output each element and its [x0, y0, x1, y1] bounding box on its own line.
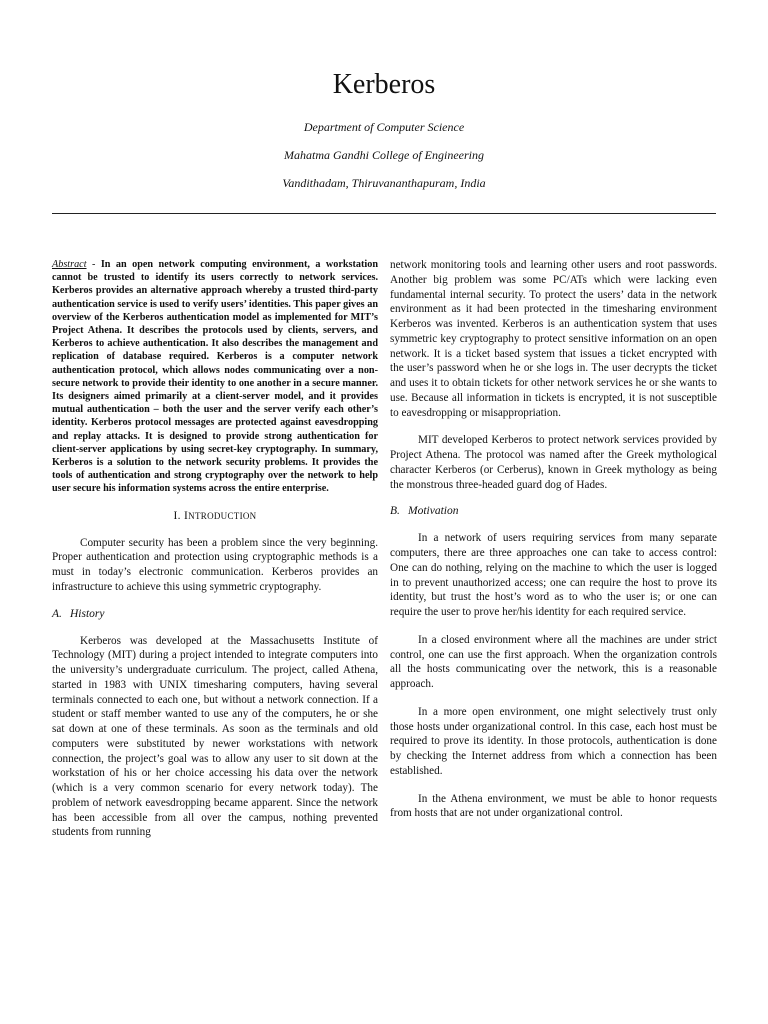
paper-title: Kerberos	[332, 69, 436, 100]
introduction-heading-initial: I	[184, 509, 189, 522]
motivation-heading-text: Motivation	[408, 505, 459, 518]
department-line: Department of Computer Science	[303, 120, 465, 134]
title-divider	[52, 213, 716, 214]
college-line: Mahatma Gandhi College of Engineering	[284, 148, 484, 162]
introduction-paragraph: Computer security has been a problem since the very beginning. Proper authentication and protection using cryptographic methods is a must in today’s electronic communication. Kerberos provides an infrastructure to achieve this using symmetric cryptography.	[52, 536, 378, 593]
motivation-paragraph-1: In a network of users requiring services from many separate computers, there are three approaches one can take to access control: One can do nothing, relying on the machine to which the user is logged in to prevent unauthorized access; one can require the host to prove its identity, but trust the host’s word as to who the user is; or one can require the user to prove her/his identity for each required service.	[390, 532, 717, 618]
motivation-letter: B.	[390, 505, 400, 518]
motivation-paragraph-2: In a closed environment where all the machines are under strict control, one can use the first approach. When the organization controls all the hosts communicating over the network, this is a reasonable approach.	[390, 633, 717, 690]
paragraph-gap	[390, 420, 717, 433]
right-column	[390, 258, 717, 821]
paragraph-gap	[390, 779, 717, 792]
introduction-heading	[52, 509, 378, 523]
history-continued-paragraph: network monitoring tools and learning other users and root passwords. Another big problem was some PC/ATs which were lacking even fundamental internal security. To protect the users’ data in the network environment as it had been protected in the timesharing environment Kerberos was invented. Kerberos is an authentication system that uses symmetric key cryptography to protect sensitive information on an open network. It is a ticket based system that issues a ticket encrypted with the user’s password when he or she logs in. The user decrypts the ticket and uses it to obtain tickets for other network services he or she wants to use. Because all information in tickets is encrypted, it is not susceptible to eavesdropping or misappropriation.	[390, 259, 717, 419]
history-heading	[52, 607, 378, 621]
abstract-dash: -	[86, 259, 101, 270]
abstract-label: Abstract	[52, 259, 87, 270]
paragraph-gap	[390, 692, 717, 705]
motivation-paragraph-3: In a more open environment, one might selectively trust only those hosts under organizational control. In this case, each host must be required to prove its identity. In those protocols, authentication is done by checking the Internet address from which a connection has been established.	[390, 705, 717, 777]
introduction-heading-rest: NTRODUCTION	[188, 510, 257, 521]
location-line: Vandithadam, Thiruvananthapuram, India	[282, 176, 486, 190]
history-heading-text: History	[70, 607, 105, 620]
motivation-paragraph-4: In the Athena environment, we must be able to honor requests from hosts that are not under organizational control.	[390, 792, 717, 820]
introduction-number: I.	[173, 509, 181, 522]
left-column	[52, 258, 378, 840]
abstract-text: In an open network computing environment, a workstation cannot be trusted to identify its users correctly to network services. Kerberos provides an alternative approach whereby a trusted third-party authentication service is used to verify users’ identities. This paper gives an overview of the Kerberos authentication model as implemented for MIT’s Project Athena. It describes the protocols used by clients, servers, and Kerberos to achieve authentication. It also describes the management and replication of database required. Kerberos is a computer network authentication protocol, which allows nodes communicating over a non-secure network to provide their identity to one another in a secure manner. Its designers aimed primarily at a client-server model, and it provides mutual authentication – both the user and the server verify each other’s identity. Kerberos protocol messages are protected against eavesdropping and replay attacks. It is designed to provide strong authentication for client-server applications by using secret-key cryptography. In summary, Kerberos is a solution to the network security problems. It provides the tools of authentication and strong cryptography over the network to help user secure his information systems across the entire enterprise.	[52, 259, 378, 495]
motivation-heading	[390, 504, 717, 518]
history-letter: A.	[52, 607, 62, 620]
abstract-paragraph	[52, 258, 378, 496]
history-paragraph-2: MIT developed Kerberos to protect network services provided by Project Athena. The protocol was named after the Greek mythological character Kerberos (or Cerberus), known in Greek mythology as being the monstrous three-headed guard dog of Hades.	[390, 434, 717, 491]
history-paragraph: Kerberos was developed at the Massachusetts Institute of Technology (MIT) during a project intended to integrate computers into the university’s undergraduate curriculum. The project, called Athena, started in 1983 with UNIX timesharing computers, having several terminals connected to each one, but without a network connection. If a student or staff member wanted to use any of the computers, he or she sat down at one of these terminals. As soon as the terminals and old computers were substituted by newer workstations with network connection, the project’s goal was to allow any user to sit down at the workstation of his or her choice accessing his data over the network (which is a very common scenario for every network today). The problem of network eavesdropping became apparent. Since the network has been accessible from all over the campus, nothing prevented students from running	[52, 634, 378, 839]
paragraph-gap	[390, 620, 717, 633]
